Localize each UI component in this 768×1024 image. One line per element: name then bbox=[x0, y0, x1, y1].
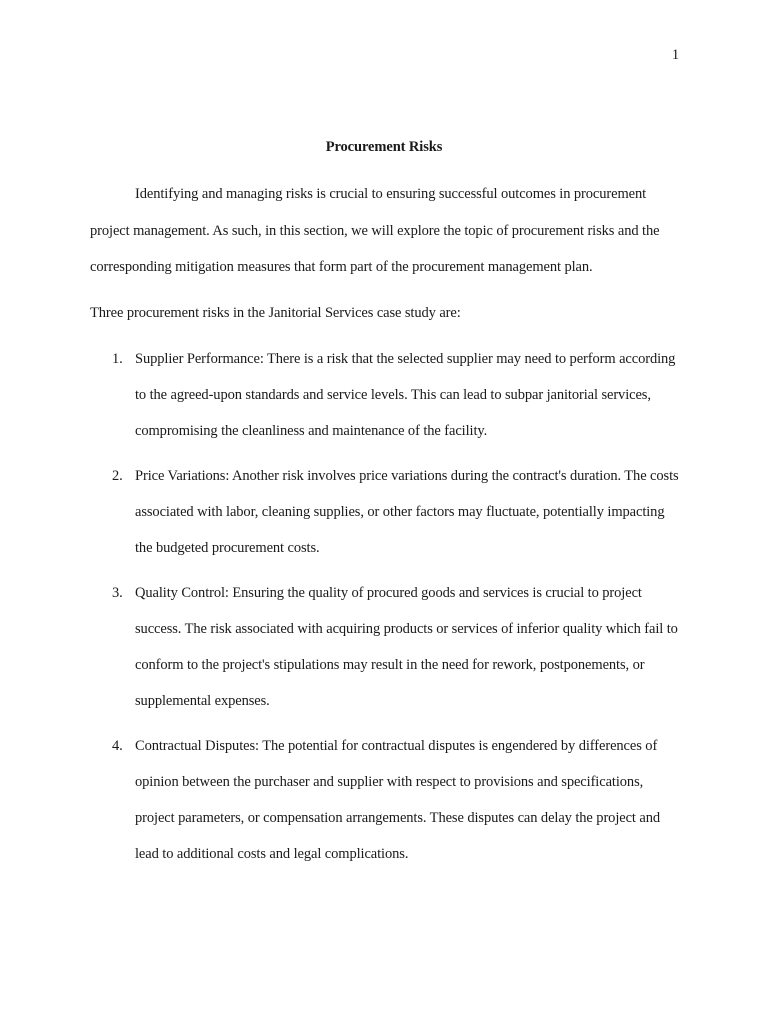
lead-sentence: Three procurement risks in the Janitorial Services case study are: bbox=[90, 305, 461, 321]
list-number: 2. bbox=[112, 468, 123, 484]
intro-paragraph: Identifying and managing risks is crucial to ensuring successful outcomes in procurement project management. As such, in this section, we will explore the topic of procurement risks and the corresponding mitigation measures that form part of the procurement management plan. bbox=[90, 186, 660, 275]
risk-list bbox=[90, 341, 680, 881]
list-item-text: Price Variations: Another risk involves price variations during the contract's duration. The costs associated with labor, cleaning supplies, or other factors may fluctuate, potentially impacting the budgeted procurement costs. bbox=[135, 468, 679, 556]
list-item-text: Quality Control: Ensuring the quality of procured goods and services is crucial to project success. The risk associated with acquiring products or services of inferior quality which fail to conform to the project's stipulations may result in the need for rework, postponements, or supplemental expenses. bbox=[135, 585, 678, 709]
list-item-text: Contractual Disputes: The potential for contractual disputes is engendered by differences of opinion between the purchaser and supplier with respect to provisions and specifications, project parameters, or compensation arrangements. These disputes can delay the project and lead to additional costs and legal complications. bbox=[135, 738, 661, 862]
risk-item-supplier-performance bbox=[90, 341, 680, 449]
section-title: Procurement Risks bbox=[325, 139, 443, 155]
risk-item-price-variations bbox=[90, 458, 680, 566]
list-number: 3. bbox=[112, 585, 123, 601]
list-item-text: Supplier Performance: There is a risk that the selected supplier may need to perform according to the agreed-upon standards and service levels. This can lead to subpar janitorial services, compromising the cleanliness and maintenance of the facility. bbox=[135, 351, 676, 439]
list-number: 4. bbox=[112, 738, 123, 754]
page-number: 1 bbox=[671, 47, 679, 63]
risk-item-quality-control bbox=[90, 575, 680, 719]
risk-item-contractual-disputes bbox=[90, 728, 680, 872]
list-number: 1. bbox=[112, 351, 123, 367]
